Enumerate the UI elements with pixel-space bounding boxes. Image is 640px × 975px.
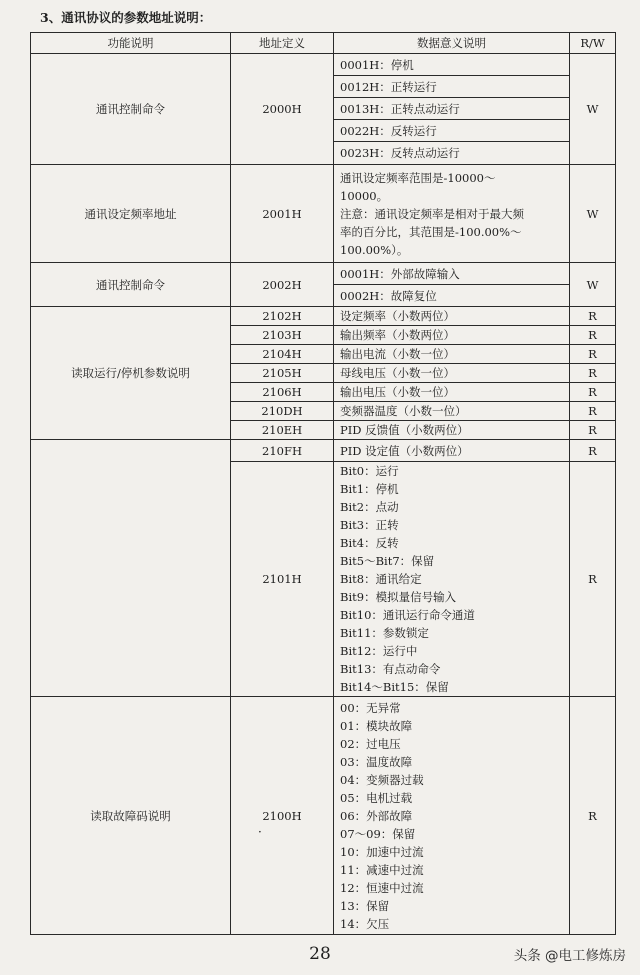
function-cell: 通讯控制命令: [31, 54, 231, 165]
description-line: 率的百分比，其范围是-100.00%～: [340, 224, 522, 239]
status-bit: Bit13：有点动命令: [340, 662, 441, 676]
table-row: [31, 697, 616, 935]
header-function: 功能说明: [31, 33, 231, 54]
fault-code: 00：无异常: [340, 700, 401, 715]
table-row: [31, 263, 616, 285]
rw-cell: R: [570, 326, 616, 345]
status-bit: Bit8：通讯给定: [340, 572, 422, 586]
table-row: [31, 307, 616, 326]
status-bit: Bit3：正转: [340, 518, 399, 532]
status-bit: Bit10：通讯运行命令通道: [340, 608, 475, 622]
address-cell: 2001H: [231, 165, 334, 263]
address-cell: 2104H: [231, 345, 334, 364]
fault-code: 05：电机过载: [340, 790, 413, 805]
function-cell-empty: [31, 440, 231, 697]
fault-code: 10：加速中过流: [340, 844, 424, 859]
function-cell: 读取故障码说明: [31, 697, 231, 935]
address-cell: 2102H: [231, 307, 334, 326]
table-row: [31, 54, 616, 76]
rw-cell: R: [570, 364, 616, 383]
description-cell: 设定频率（小数两位）: [334, 307, 570, 326]
description-cell: 0013H：正转点动运行: [334, 98, 570, 120]
fault-codes-cell: [334, 697, 570, 935]
function-cell: 通讯设定频率地址: [31, 165, 231, 263]
description-line: 注意：通讯设定频率是相对于最大频: [340, 206, 524, 221]
fault-code: 11：减速中过流: [340, 862, 424, 877]
table-header-row: [31, 33, 616, 54]
status-bit: Bit14～Bit15：保留: [340, 680, 449, 694]
fault-code: 07～09：保留: [340, 826, 416, 841]
description-cell: 变频器温度（小数一位）: [334, 402, 570, 421]
description-cell: 0002H：故障复位: [334, 285, 570, 307]
description-cell: 0001H：停机: [334, 54, 570, 76]
address-cell: 2101H: [231, 462, 334, 697]
watermark: 头条 @电工修炼房: [513, 948, 626, 964]
address-cell: 210FH: [231, 440, 334, 462]
table-row: [31, 440, 616, 462]
parameter-address-table: [30, 32, 616, 935]
address-cell: 2106H: [231, 383, 334, 402]
rw-cell: R: [570, 402, 616, 421]
rw-cell: R: [570, 697, 616, 935]
address-cell: 2002H: [231, 263, 334, 307]
rw-cell: R: [570, 440, 616, 462]
description-line: 通讯设定频率范围是-10000～: [340, 170, 496, 185]
status-bit: Bit4：反转: [340, 536, 399, 550]
fault-code: 06：外部故障: [340, 808, 413, 823]
status-bit: Bit12：运行中: [340, 644, 418, 658]
address-cell: 2000H: [231, 54, 334, 165]
print-speck: ·: [258, 825, 262, 839]
description-line: 10000。: [340, 188, 389, 203]
description-line: 100.00%）。: [340, 242, 409, 257]
table-row: [31, 165, 616, 263]
status-bits-cell: [334, 462, 570, 697]
description-cell: PID 设定值（小数两位）: [334, 440, 570, 462]
status-bit: Bit11：参数锁定: [340, 626, 429, 640]
description-cell: 输出频率（小数两位）: [334, 326, 570, 345]
status-bit: Bit2：点动: [340, 500, 399, 514]
address-cell: 2100H: [231, 697, 334, 935]
description-cell: 输出电流（小数一位）: [334, 345, 570, 364]
rw-cell: R: [570, 345, 616, 364]
description-cell: 0001H：外部故障输入: [334, 263, 570, 285]
description-cell: 母线电压（小数一位）: [334, 364, 570, 383]
status-bit: Bit1：停机: [340, 482, 399, 496]
address-cell: 2105H: [231, 364, 334, 383]
address-cell: 2103H: [231, 326, 334, 345]
fault-code: 01：模块故障: [340, 718, 413, 733]
fault-code: 13：保留: [340, 898, 390, 913]
function-cell: 读取运行/停机参数说明: [31, 307, 231, 440]
header-rw: R/W: [570, 33, 616, 54]
header-address: 地址定义: [231, 33, 334, 54]
rw-cell: W: [570, 165, 616, 263]
status-bit: Bit9：模拟量信号输入: [340, 590, 457, 604]
page-number: 28: [309, 944, 331, 964]
fault-code: 02：过电压: [340, 736, 401, 751]
address-cell: 210EH: [231, 421, 334, 440]
description-cell: 0022H：反转运行: [334, 120, 570, 142]
rw-cell: R: [570, 421, 616, 440]
status-bit: Bit0：运行: [340, 464, 399, 478]
rw-cell: R: [570, 383, 616, 402]
function-cell: 通讯控制命令: [31, 263, 231, 307]
section-title: 3、通讯协议的参数地址说明：: [40, 10, 212, 25]
fault-code: 03：温度故障: [340, 754, 413, 769]
rw-cell: W: [570, 263, 616, 307]
rw-cell: R: [570, 307, 616, 326]
header-description: 数据意义说明: [334, 33, 570, 54]
description-cell: 输出电压（小数一位）: [334, 383, 570, 402]
status-bit: Bit5～Bit7：保留: [340, 554, 435, 568]
description-cell: 0012H：正转运行: [334, 76, 570, 98]
description-cell: PID 反馈值（小数两位）: [334, 421, 570, 440]
rw-cell: R: [570, 462, 616, 697]
description-cell: 0023H：反转点动运行: [334, 142, 570, 165]
fault-code: 04：变频器过载: [340, 772, 424, 787]
rw-cell: W: [570, 54, 616, 165]
fault-code: 14：欠压: [340, 916, 390, 931]
address-cell: 210DH: [231, 402, 334, 421]
description-cell: [334, 165, 570, 263]
fault-code: 12：恒速中过流: [340, 880, 424, 895]
